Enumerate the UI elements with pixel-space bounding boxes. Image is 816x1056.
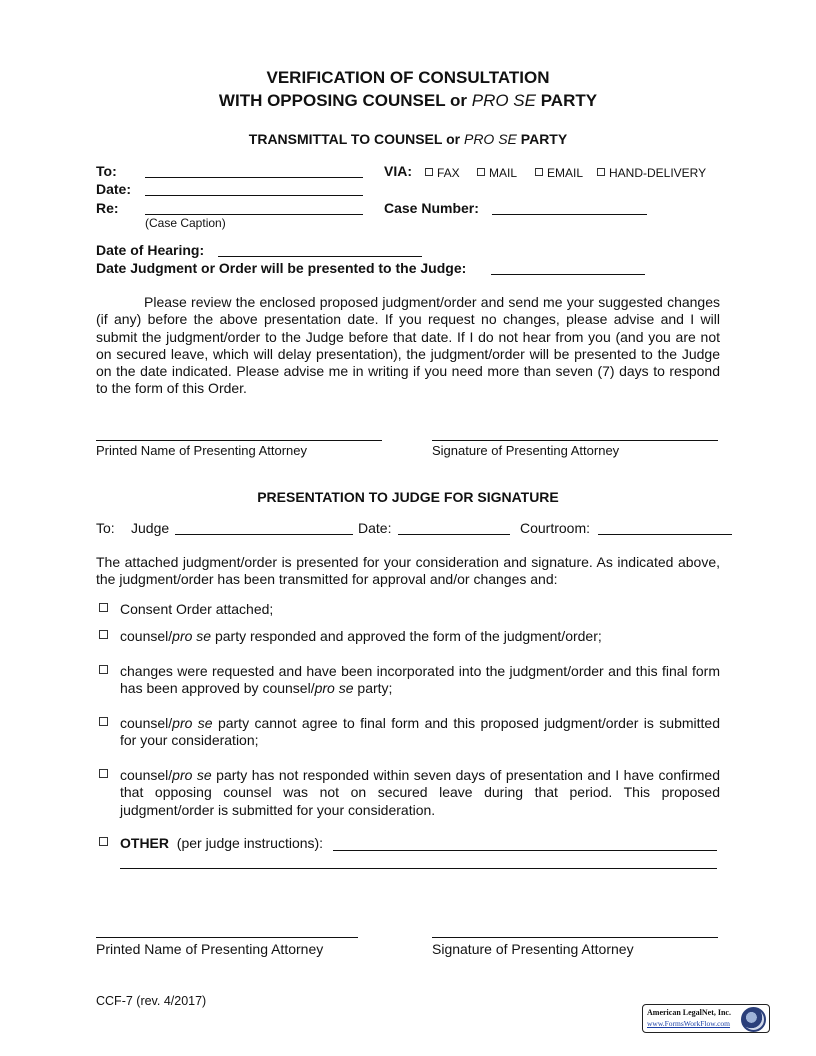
approved-checkbox[interactable] (99, 630, 108, 639)
presentation-to-label: To: (96, 520, 115, 536)
case-caption-note: (Case Caption) (145, 216, 226, 230)
cannot-agree-checkbox[interactable] (99, 717, 108, 726)
signature-line-2[interactable] (432, 937, 718, 938)
case-number-field[interactable] (492, 214, 647, 215)
changes-incorporated-checkbox[interactable] (99, 665, 108, 674)
other-item: OTHER (per judge instructions): (120, 835, 324, 851)
to-field[interactable] (145, 177, 363, 178)
printed-name-line-1[interactable] (96, 440, 382, 441)
presentation-date-label: Date: (358, 520, 392, 536)
printed-name-line-2[interactable] (96, 937, 358, 938)
form-id: CCF-7 (rev. 4/2017) (96, 994, 207, 1008)
courtroom-field[interactable] (598, 534, 732, 535)
changes-incorporated-item: changes were requested and have been incorporated into the judgment/order and this final form has been approved by counsel/pro se party; (120, 663, 720, 697)
publisher-logo (642, 1004, 770, 1033)
hearing-date-label: Date of Hearing: (96, 242, 205, 258)
presentation-heading: PRESENTATION TO JUDGE FOR SIGNATURE (257, 489, 559, 505)
hand-delivery-checkbox[interactable] (597, 168, 605, 176)
presentation-date-field[interactable] (491, 274, 645, 275)
judge-field[interactable] (175, 534, 353, 535)
not-responded-checkbox[interactable] (99, 769, 108, 778)
other-field-line-1[interactable] (333, 850, 717, 851)
globe-icon (741, 1007, 766, 1032)
not-responded-item: counsel/pro se party has not responded within seven days of presentation and I have confirmed that opposing counsel was not on secured leave during that period. This proposed judgment/order is submitted for your consideration. (120, 767, 720, 818)
to-label: To: (96, 163, 117, 179)
printed-name-label-2: Printed Name of Presenting Attorney (96, 941, 324, 957)
case-number-label: Case Number: (384, 200, 479, 216)
transmittal-instructions: Please review the enclosed proposed judgment/order and send me your suggested changes (if any) before the above presentation date. If you request no changes, please advise and I will submit the judgment/order to the Judge before that date. If I do not hear from you (and you are not on secured leave, which will delay presentation), the judgment/order will be presented to the Judge on the date indicated. Please advise me in writing if you need more than seven (7) days to respond to the form of this Order. (96, 294, 720, 397)
hearing-date-field[interactable] (218, 256, 422, 257)
via-label: VIA: (384, 163, 412, 179)
email-checkbox[interactable] (535, 168, 543, 176)
other-checkbox[interactable] (99, 837, 108, 846)
title-line-2: WITH OPPOSING COUNSEL or PRO SE PARTY (218, 91, 598, 110)
courtroom-label: Courtroom: (520, 520, 591, 536)
other-field-line-2[interactable] (120, 868, 717, 869)
approved-item: counsel/pro se party responded and approved the form of the judgment/order; (120, 628, 602, 644)
date-label: Date: (96, 181, 132, 197)
logo-company-name: American LegalNet, Inc. (647, 1008, 731, 1017)
cannot-agree-item: counsel/pro se party cannot agree to final form and this proposed judgment/order is submitted for your consideration; (120, 715, 720, 749)
via-fax-option[interactable]: FAX (425, 166, 460, 180)
signature-line-1[interactable] (432, 440, 718, 441)
consent-order-item: Consent Order attached; (120, 601, 274, 617)
signature-label-1: Signature of Presenting Attorney (432, 443, 620, 458)
fax-checkbox[interactable] (425, 168, 433, 176)
transmittal-heading: TRANSMITTAL TO COUNSEL or PRO SE PARTY (248, 131, 568, 147)
printed-name-label-1: Printed Name of Presenting Attorney (96, 443, 308, 458)
presentation-date-field[interactable] (398, 534, 510, 535)
via-mail-option[interactable]: MAIL (477, 166, 517, 180)
re-label: Re: (96, 200, 119, 216)
via-hand-delivery-option[interactable]: HAND-DELIVERY (597, 166, 706, 180)
signature-label-2: Signature of Presenting Attorney (432, 941, 634, 957)
title-line-1: VERIFICATION OF CONSULTATION (266, 68, 550, 87)
date-field[interactable] (145, 195, 363, 196)
via-email-option[interactable]: EMAIL (535, 166, 583, 180)
presentation-date-label: Date Judgment or Order will be presented to the Judge: (96, 260, 467, 276)
consent-order-checkbox[interactable] (99, 603, 108, 612)
logo-website-link[interactable]: www.FormsWorkFlow.com (647, 1019, 731, 1028)
re-field[interactable] (145, 214, 363, 215)
judge-label: Judge (131, 520, 170, 536)
presentation-intro: The attached judgment/order is presented for your consideration and signature. As indicated above, the judgment/order has been transmitted for approval and/or changes and: (96, 554, 720, 588)
mail-checkbox[interactable] (477, 168, 485, 176)
